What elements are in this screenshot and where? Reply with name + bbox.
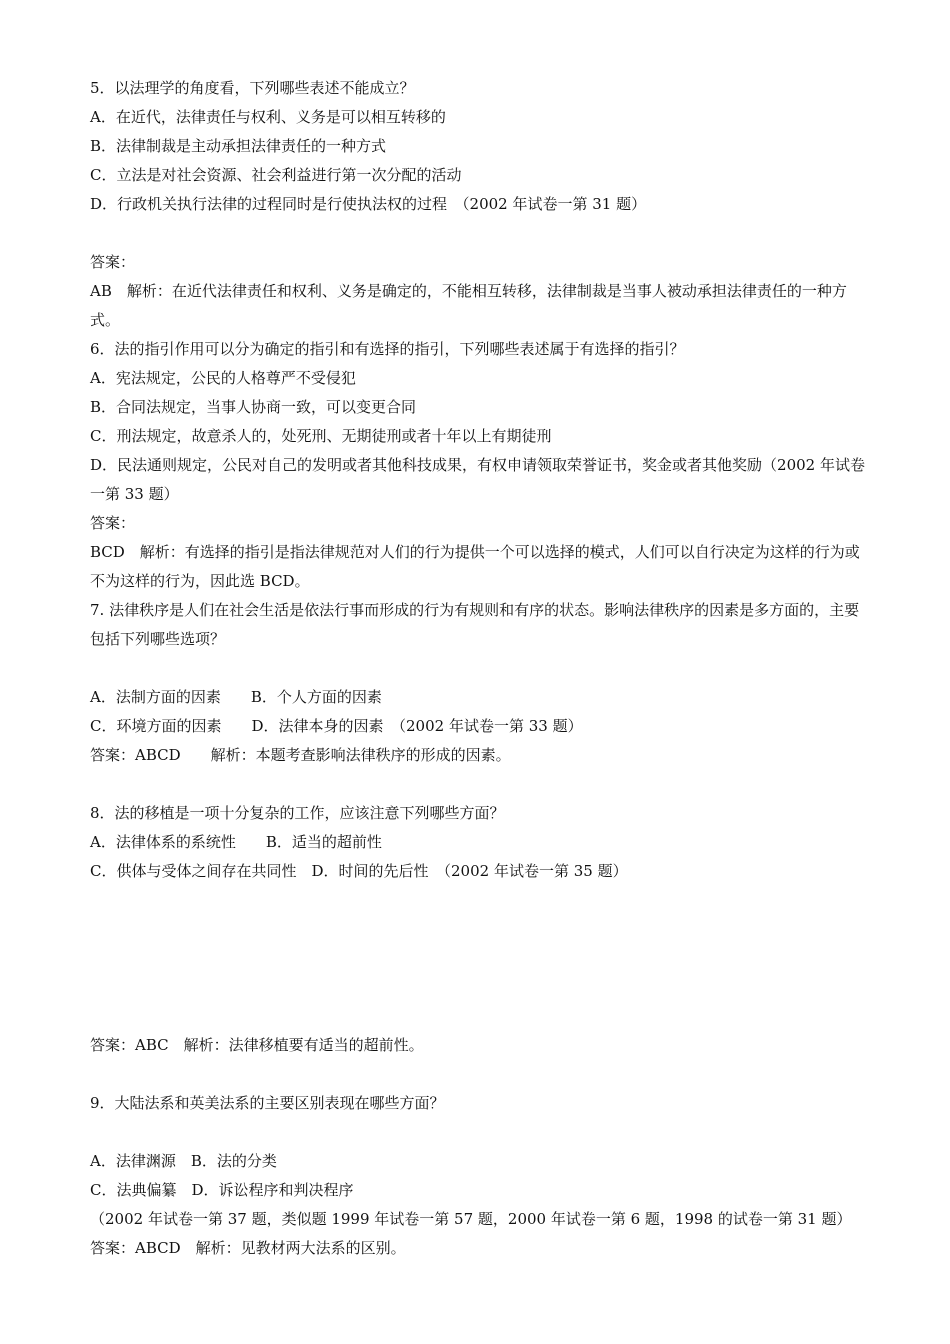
spacer <box>90 886 865 1031</box>
question-6-option-a: A．宪法规定，公民的人格尊严不受侵犯 <box>90 369 356 387</box>
question-5-option-c: C．立法是对社会资源、社会利益进行第一次分配的活动 <box>90 166 462 184</box>
question-7-answer: 答案：ABCD 解析：本题考查影响法律秩序的形成的因素。 <box>90 746 511 764</box>
question-5-answer-label: 答案： <box>90 253 136 271</box>
question-9-options-ab: A．法律渊源 B．法的分类 <box>90 1152 277 1170</box>
spacer <box>90 770 865 799</box>
question-5-stem: 5．以法理学的角度看，下列哪些表述不能成立？ <box>90 79 415 97</box>
document-page <box>90 74 865 1263</box>
question-6-option-d: D．民法通则规定，公民对自己的发明或者其他科技成果，有权申请领取荣誉证书，奖金或者其他奖励（2002 年试卷一第 33 题） <box>90 456 865 503</box>
question-9-source: （2002 年试卷一第 37 题，类似题 1999 年试卷一第 57 题，2000 年试卷一第 6 题，1998 的试卷一第 31 题） <box>90 1210 852 1228</box>
question-7-options-cd: C．环境方面的因素 D．法律本身的因素 （2002 年试卷一第 33 题） <box>90 717 583 735</box>
question-6-stem: 6．法的指引作用可以分为确定的指引和有选择的指引，下列哪些表述属于有选择的指引？ <box>90 340 685 358</box>
question-8-options-cd: C．供体与受体之间存在共同性 D．时间的先后性 （2002 年试卷一第 35 题） <box>90 862 628 880</box>
question-9-stem: 9．大陆法系和英美法系的主要区别表现在哪些方面？ <box>90 1094 445 1112</box>
question-6-answer: BCD 解析：有选择的指引是指法律规范对人们的行为提供一个可以选择的模式，人们可以自行决定为这样的行为或不为这样的行为，因此选 BCD。 <box>90 543 860 590</box>
question-5-option-b: B．法律制裁是主动承担法律责任的一种方式 <box>90 137 387 155</box>
question-9-answer: 答案：ABCD 解析：见教材两大法系的区别。 <box>90 1239 406 1257</box>
spacer <box>90 654 865 683</box>
question-5-answer: AB 解析：在近代法律责任和权利、义务是确定的，不能相互转移，法律制裁是当事人被动承担法律责任的一种方式。 <box>90 282 847 329</box>
spacer <box>90 1118 865 1147</box>
spacer <box>90 1060 865 1089</box>
spacer <box>90 219 865 248</box>
question-6-option-b: B．合同法规定，当事人协商一致，可以变更合同 <box>90 398 417 416</box>
question-8-options-ab: A．法律体系的系统性 B．适当的超前性 <box>90 833 382 851</box>
question-7-stem: 7. 法律秩序是人们在社会生活是依法行事而形成的行为有规则和有序的状态。影响法律秩序的因素是多方面的，主要包括下列哪些选项？ <box>90 601 860 648</box>
question-8-stem: 8．法的移植是一项十分复杂的工作，应该注意下列哪些方面？ <box>90 804 505 822</box>
question-5-option-d: D．行政机关执行法律的过程同时是行使执法权的过程 （2002 年试卷一第 31 题） <box>90 195 647 213</box>
question-7-options-ab: A．法制方面的因素 B．个人方面的因素 <box>90 688 382 706</box>
question-6-option-c: C．刑法规定，故意杀人的，处死刑、无期徒刑或者十年以上有期徒刑 <box>90 427 552 445</box>
question-6-answer-label: 答案： <box>90 514 136 532</box>
question-9-options-cd: C．法典偏纂 D．诉讼程序和判决程序 <box>90 1181 354 1199</box>
question-5-option-a: A．在近代，法律责任与权利、义务是可以相互转移的 <box>90 108 446 126</box>
question-8-answer: 答案：ABC 解析：法律移植要有适当的超前性。 <box>90 1036 424 1054</box>
